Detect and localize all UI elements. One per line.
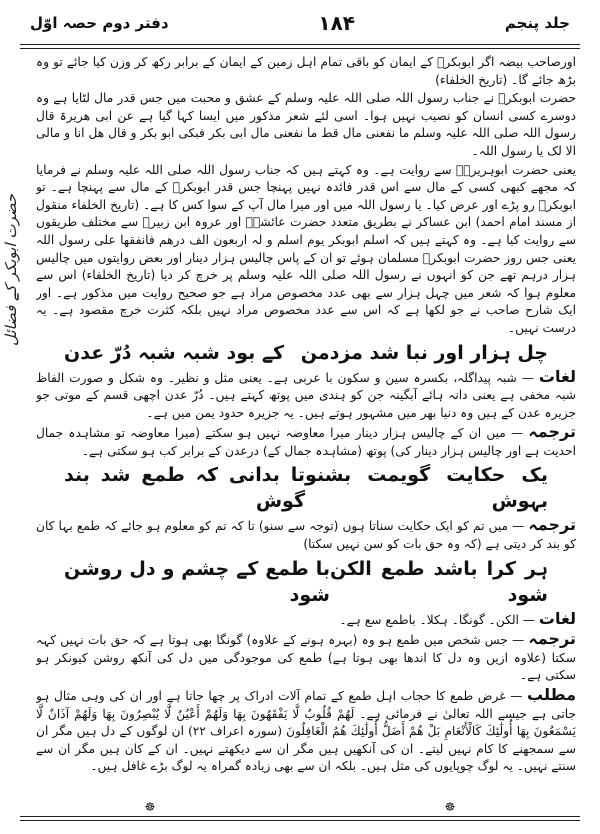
header-rule xyxy=(20,44,580,45)
paragraph: اورصاحب بیضہ اگر ابوبکرؓ کے ایمان کو باقی تمام اہل زمین کے ایمان کے برابر رکھ کر وزن کیا جائے تو وہ بڑھ جائے گا۔ (تاریخ الخلفاء) xyxy=(36,55,576,87)
verse-hemistich-left: تا بدانی کہ طمع شد بند گوش xyxy=(64,464,306,513)
lughat-label: لغات xyxy=(538,608,576,628)
footer-rule xyxy=(20,816,580,817)
tarjuma-text: میں ان کے چالیس ہزار دینار میرا معاوضہ نہیں ہو سکتے (میرا معاوضہ تو مشاہدہ جمال احدیت ہے اور چالیس ہزار دینار کی) پوتھ (مشاہدہ جمال کے) درعدن کے برابر کب ہو سکتی ہے۔ xyxy=(36,426,576,458)
matlab-text-continued: ان لوگوں کے دل ہیں مگر ان سے سمجھنے کا کام نہیں لیتے۔ ان کی آنکھیں ہیں مگر ان سے دیکھتے نہیں۔ ان کے کان ہیں مگر ان سے سنتے نہیں۔ یہ لوگ چوپایوں کی مثل ہیں۔ بلکہ ان سے بھی زیادہ گمراہ یہ لوگ بڑے غافل ہیں۔ xyxy=(36,724,576,774)
page-body xyxy=(36,54,576,812)
matlab-text: غرض طمع کا حجاب اہل طمع کے تمام آلات ادراک پر چھا جاتا ہے اور ان کی وہی مثال ہو جاتی ہے جیسے اللہ تعالیٰ نے فرمائی ہے۔ xyxy=(36,689,576,721)
paragraph: حضرت ابوبکرؓ نے جناب رسول اللہ صلی اللہ علیہ وسلم کے عشق و محبت میں جس قدر مال لٹایا ہے وہ دوسرے کسی انسان کو نصیب نہیں ہوا۔ اسی لئے شعر مذکور میں ایسا کہا گیا ہے عن ابی ھریرۃ قال رسول اللہ صلی اللہ علیہ وسلم ما نفعنی مال قط ما نفعنی مال ابی بکر فبکی ابو بکر و قال ھل انا و مالی الا لک یا رسول اللہ۔ xyxy=(36,91,576,158)
matlab-paragraph: مطلب — غرض طمع کا حجاب اہل طمع کے تمام آلات ادراک پر چھا جاتا ہے اور ان کی وہی مثال ہو جاتی ہے جیسے اللہ تعالیٰ نے فرمائی ہے۔ لَهُمْ قُلُوبٌ لَّا يَفْقَهُونَ بِهَا وَلَهُمْ أَعْيُنٌ لَّا يُبْصِرُونَ بِهَا وَلَهُمْ آذَانٌ لَّا يَسْمَعُونَ بِهَا أُولَٰئِكَ كَالْأَنْعَامِ بَلْ هُمْ أَضَلُّ أُولَٰئِكَ هُمُ الْغَافِلُونَ (سورہ اعراف ۲۲) ان لوگوں کے دل ہیں مگر ان سے سمجھنے کا کام نہیں لیتے۔ ان کی آنکھیں ہیں مگر ان سے دیکھتے نہیں۔ ان کے کان ہیں مگر ان سے سنتے نہیں۔ یہ لوگ چوپایوں کی مثل ہیں۔ بلکہ ان سے بھی زیادہ گمراہ یہ لوگ بڑے غافل ہیں۔ xyxy=(36,685,576,774)
header-rule-inner xyxy=(20,48,580,49)
paragraph: یعنی حضرت ابوہریرہؓ سے روایت ہے۔ وہ کہتے ہیں کہ جناب رسول اللہ صلی اللہ علیہ وسلم نے فرمایا کہ مجھے کبھی کسی کے مال سے اس قدر فائدہ نہیں پہنچا جس قدر ابوبکرؓ کے مال سے پہنچا ہے۔ تو ابوبکرؓ رو پڑے اور عرض کیا۔ یا رسول اللہ میں اور میرا مال آپ کے سوا کس کا ہے۔ (تاریخ الخلفاء منقول از مسند امام احمد) ابن عساکر نے بطریق متعدد حضرت عائشہؓ اور عروہ ابن زبیرؓ سے مختلف طریقوں سے روایت کیا ہے۔ وہ کہتے ہیں کہ اسلم ابوبکر یوم اسلم و لہ اربعون الف درھم فانفقھا علی رسول اللہ یعنی جس روز حضرت ابوبکرؓ مسلمان ہوئے تو ان کے پاس چالیس ہزار دینار اور بعض روایتوں میں چالیس ہزار درہم تھے جن کو انہوں نے رسول اللہ صلی اللہ علیہ وسلم پر خرچ کر دیا (تاریخ الخلفاء) اس سے معلوم ہوا کہ شعر میں چہل ہزار سے بھی عدد مخصوص مراد ہے جو صحیح روایت میں مذکور ہے۔ اور ایک شارح صاحب نے جو لکھا ہے کہ اس سے عدد مخصوص مراد نہیں بلکہ کثرت خرچ مقصود ہے۔ یہ درست نہیں۔ xyxy=(36,162,576,335)
lughat-paragraph: لغات — الکن۔ گونگا۔ ہکلا۔ باطمع سع ہے۔ xyxy=(339,608,576,628)
tarjuma-text: جس شخص میں طمع ہو وہ (بہرہ ہونے کے علاوہ) گونگا بھی ہوتا ہے کہ حق بات نہیں کہہ سکتا (علاوہ ازیں وہ دل کا اندھا بھی ہوتا ہے) طمع کی موجودگی میں دل کی آنکھ روشن کیونکر ہو سکتی ہے۔ xyxy=(36,633,576,683)
verse-couplet xyxy=(36,462,576,514)
footer-mark-right: ☸ xyxy=(444,800,456,814)
page-number: ۱۸۴ xyxy=(318,11,355,35)
lughat-label: لغات xyxy=(538,366,576,386)
page-header xyxy=(30,6,570,40)
tarjuma-paragraph: ترجمہ — میں تم کو ایک حکایت سناتا ہوں (توجہ سے سنو) تا کہ تم کو معلوم ہو جائے کہ طمع بہا کان کو بند کر دیتی ہے (کہ وہ حق بات کو سن نہیں سکتا) xyxy=(36,515,576,552)
footer-rule-inner xyxy=(20,820,580,821)
lughat-text: الکن۔ گونگا۔ ہکلا۔ باطمع سع ہے۔ xyxy=(339,612,519,627)
quran-verse: لَهُمْ قُلُوبٌ لَّا يَفْقَهُونَ بِهَا وَلَهُمْ أَعْيُنٌ لَّا يُبْصِرُونَ بِهَا وَلَهُمْ آذَانٌ لَّا يَسْمَعُونَ بِهَا أُولَٰئِكَ كَالْأَنْعَامِ بَلْ هُمْ أَضَلُّ أُولَٰئِكَ هُمُ الْغَافِلُونَ (سورہ اعراف ۲۲) xyxy=(36,706,576,739)
tarjuma-label: ترجمہ xyxy=(528,629,576,649)
section-label: دفتر دوم حصہ اوّل xyxy=(30,14,169,32)
verse-hemistich-right: چل ہزار اور نبا شد مزدمن xyxy=(300,341,548,364)
verse-hemistich-left: با طمع کے چشم و دل روشن شود xyxy=(64,557,330,606)
tarjuma-text: میں تم کو ایک حکایت سناتا ہوں (توجہ سے سنو) تا کہ تم کو معلوم ہو جائے کہ طمع بہا کان کو بند کر دیتی ہے (کہ وہ حق بات کو سن نہیں سکتا) xyxy=(36,519,576,552)
verse-hemistich-right: یک حکایت گویمت بشنو بہوش xyxy=(305,464,548,513)
matlab-label: مطلب xyxy=(527,685,576,705)
verse-hemistich-right: ہر کرا باشد طمع الکن شود xyxy=(329,557,548,606)
lughat-paragraph: لغات — شبہ پیداگلہ، بکسرہ سین و سکون با عربی ہے۔ یعنی مثل و نظیر۔ وہ شکل و صورت الفاظ شبہ مخفی ہے یعنی دانہ ہائے آبگینہ جن کو ہندی میں پوتھ کہتے ہیں۔ دُرّ عدن اچھی قسم کے موتی جو جزیرہ عدن کے ہیں وہ دنیا بھر میں مشہور ہوتے ہیں۔ یہ جزیرہ حدود یمن میں ہے۔ xyxy=(36,366,576,420)
tarjuma-paragraph: ترجمہ — میں ان کے چالیس ہزار دینار میرا معاوضہ نہیں ہو سکتے (میرا معاوضہ تو مشاہدہ جمال احدیت ہے اور چالیس ہزار دینار کی) پوتھ (مشاہدہ جمال کے) درعدن کے برابر کب ہو سکتی ہے۔ xyxy=(36,422,576,458)
footer-mark-left: ☸ xyxy=(144,800,156,814)
verse-hemistich-left: کے بود شبہ شبہ دُرّ عدن xyxy=(64,341,285,364)
lughat-text: شبہ پیداگلہ، بکسرہ سین و سکون با عربی ہے۔ یعنی مثل و نظیر۔ وہ شکل و صورت الفاظ شبہ مخفی ہے یعنی دانہ ہائے آبگینہ جن کو ہندی میں پوتھ کہتے ہیں۔ دُرّ عدن اچھی قسم کے موتی جو جزیرہ عدن کے ہیں وہ دنیا بھر میں مشہور ہوتے ہیں۔ یہ جزیرہ حدود یمن میں ہے۔ xyxy=(36,370,576,420)
tarjuma-label: ترجمہ xyxy=(528,515,576,535)
footer-marks xyxy=(0,800,600,814)
tarjuma-label: ترجمہ xyxy=(528,422,576,442)
tarjuma-paragraph: ترجمہ — جس شخص میں طمع ہو وہ (بہرہ ہونے کے علاوہ) گونگا بھی ہوتا ہے کہ حق بات نہیں کہہ سکتا (علاوہ ازیں وہ دل کا اندھا بھی ہوتا ہے) طمع کی موجودگی میں دل کی آنکھ روشن کیونکر ہو سکتی ہے۔ xyxy=(36,629,576,683)
verse-couplet xyxy=(36,556,576,608)
verse-couplet xyxy=(36,340,576,366)
volume-label: جلد پنجم xyxy=(504,14,570,32)
margin-note: حضرت ابوبکر کے فضائل xyxy=(2,193,20,347)
